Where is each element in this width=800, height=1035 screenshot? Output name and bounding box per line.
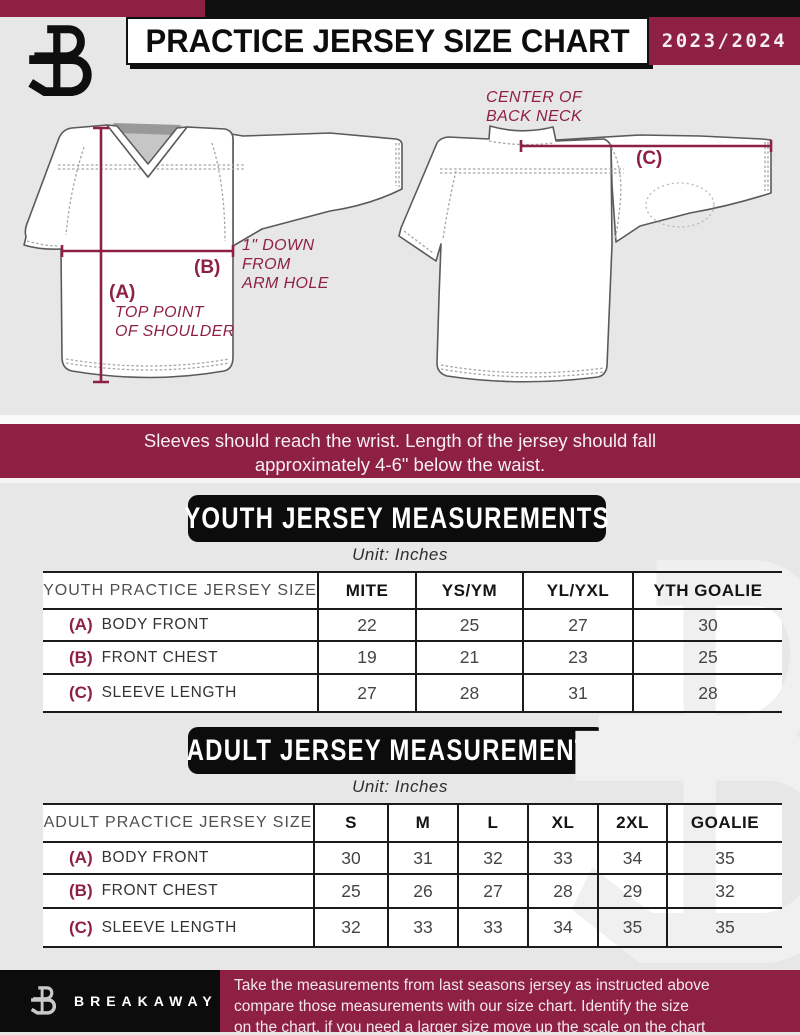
row-label: SLEEVE LENGTH xyxy=(101,684,237,701)
back-neck-caption-line2: BACK NECK xyxy=(486,108,583,125)
row-label-cell xyxy=(43,675,317,711)
value-cell: 35 xyxy=(666,843,782,873)
row-key: (C) xyxy=(69,917,93,937)
value-cell: 23 xyxy=(522,642,632,673)
footer-brand-box xyxy=(0,970,220,1032)
youth-section-title: YOUTH JERSEY MEASUREMENTS xyxy=(184,501,610,535)
row-label: FRONT CHEST xyxy=(101,882,219,899)
row-label-cell xyxy=(43,909,313,946)
table-row xyxy=(43,675,782,713)
adult-size-table xyxy=(43,803,782,948)
youth-unit-label: Unit: Inches xyxy=(352,545,448,564)
value-cell: 33 xyxy=(527,843,597,873)
value-cell: 32 xyxy=(313,909,387,946)
value-cell: 28 xyxy=(415,675,522,711)
page-title: PRACTICE JERSEY SIZE CHART xyxy=(145,22,630,59)
youth-size-header-mite: MITE xyxy=(317,573,415,608)
row-label-cell xyxy=(43,875,313,907)
breakaway-footer-logo-icon xyxy=(28,985,62,1017)
front-jersey-drawing xyxy=(24,123,402,382)
table-row xyxy=(43,642,782,675)
table-row xyxy=(43,610,782,642)
value-cell: 27 xyxy=(317,675,415,711)
back-neck-caption-line1: CENTER OF xyxy=(486,89,583,106)
value-cell: 31 xyxy=(387,843,457,873)
value-cell: 33 xyxy=(457,909,527,946)
adult-size-header-m: M xyxy=(387,805,457,841)
page-title-box xyxy=(126,17,649,65)
value-cell: 25 xyxy=(632,642,782,673)
row-key: (B) xyxy=(69,881,93,900)
row-label: SLEEVE LENGTH xyxy=(101,918,237,936)
separator-top xyxy=(0,415,800,424)
value-cell: 35 xyxy=(666,909,782,946)
value-cell: 32 xyxy=(457,843,527,873)
footer-instructions-line2: compare those measurements with our size chart. Identify the size xyxy=(234,998,689,1015)
youth-col-header: YOUTH PRACTICE JERSEY SIZE xyxy=(43,581,317,599)
armhole-caption xyxy=(242,236,329,293)
measure-label-a: (A) xyxy=(109,282,136,303)
value-cell: 25 xyxy=(415,610,522,640)
row-label: FRONT CHEST xyxy=(101,648,219,666)
jersey-diagram xyxy=(0,65,800,415)
value-cell: 29 xyxy=(597,875,666,907)
armhole-caption-line3: ARM HOLE xyxy=(242,275,329,292)
value-cell: 27 xyxy=(522,610,632,640)
row-key: (A) xyxy=(69,848,93,867)
row-label-cell xyxy=(43,610,317,640)
adult-size-header-xl: XL xyxy=(527,805,597,841)
youth-size-header-ysym: YS/YM xyxy=(415,573,522,608)
value-cell: 28 xyxy=(527,875,597,907)
value-cell: 19 xyxy=(317,642,415,673)
row-key: (A) xyxy=(69,615,93,634)
value-cell: 31 xyxy=(522,675,632,711)
footer-instructions-line1: Take the measurements from last seasons jersey as instructed above xyxy=(234,977,710,994)
top-accent-bar-black xyxy=(205,0,800,17)
row-label-cell xyxy=(43,642,317,673)
footer-brand-name: BREAKAWAY xyxy=(74,993,218,1009)
row-label-cell xyxy=(43,843,313,873)
adult-header-row xyxy=(43,805,782,843)
row-key: (C) xyxy=(69,683,93,702)
value-cell: 30 xyxy=(632,610,782,640)
value-cell: 22 xyxy=(317,610,415,640)
row-label: BODY FRONT xyxy=(101,616,209,633)
table-row xyxy=(43,875,782,909)
fit-notice-banner xyxy=(0,424,800,478)
season-label: 2023/2024 xyxy=(661,30,788,52)
youth-size-header-ylyxl: YL/YXL xyxy=(522,573,632,608)
back-neck-caption xyxy=(486,88,582,126)
fit-notice-line2: approximately 4-6" below the waist. xyxy=(254,454,546,475)
adult-size-header-s: S xyxy=(313,805,387,841)
jersey-drawings xyxy=(0,65,800,415)
adult-size-header-2xl: 2XL xyxy=(597,805,666,841)
value-cell: 27 xyxy=(457,875,527,907)
measure-label-b: (B) xyxy=(194,257,221,278)
armhole-caption-line2: FROM xyxy=(242,256,291,273)
shoulder-caption xyxy=(115,303,235,341)
separator-bottom xyxy=(0,478,800,483)
youth-size-header-goalie: YTH GOALIE xyxy=(632,573,782,608)
season-badge xyxy=(649,17,800,65)
value-cell: 25 xyxy=(313,875,387,907)
value-cell: 26 xyxy=(387,875,457,907)
shoulder-caption-line2: OF SHOULDER xyxy=(115,323,235,340)
value-cell: 30 xyxy=(313,843,387,873)
row-key: (B) xyxy=(69,647,93,667)
value-cell: 34 xyxy=(527,909,597,946)
table-row xyxy=(43,909,782,948)
footer-instructions xyxy=(220,970,800,1035)
footer-instructions-line3: on the chart, if you need a larger size move up the scale on the chart xyxy=(234,1019,706,1035)
adult-section-banner xyxy=(188,727,606,774)
adult-section-title: ADULT JERSEY MEASUREMENTS xyxy=(186,733,608,767)
table-row xyxy=(43,843,782,875)
adult-size-header-l: L xyxy=(457,805,527,841)
fit-notice-line1: Sleeves should reach the wrist. Length of the jersey should fall xyxy=(143,430,657,451)
youth-size-table xyxy=(43,571,782,713)
top-accent-bar-maroon xyxy=(0,0,205,17)
youth-header-row xyxy=(43,573,782,610)
adult-size-header-goalie: GOALIE xyxy=(666,805,782,841)
armhole-caption-line1: 1" DOWN xyxy=(242,237,315,254)
value-cell: 35 xyxy=(597,909,666,946)
measure-label-c: (C) xyxy=(636,148,663,169)
adult-col-header: ADULT PRACTICE JERSEY SIZE xyxy=(43,814,313,831)
value-cell: 32 xyxy=(666,875,782,907)
value-cell: 21 xyxy=(415,642,522,673)
row-label: BODY FRONT xyxy=(101,849,209,866)
adult-unit-label: Unit: Inches xyxy=(352,777,448,796)
back-jersey-drawing xyxy=(399,126,771,382)
value-cell: 28 xyxy=(632,675,782,711)
youth-section-banner xyxy=(184,495,610,542)
shoulder-caption-line1: TOP POINT xyxy=(115,304,204,321)
value-cell: 33 xyxy=(387,909,457,946)
value-cell: 34 xyxy=(597,843,666,873)
